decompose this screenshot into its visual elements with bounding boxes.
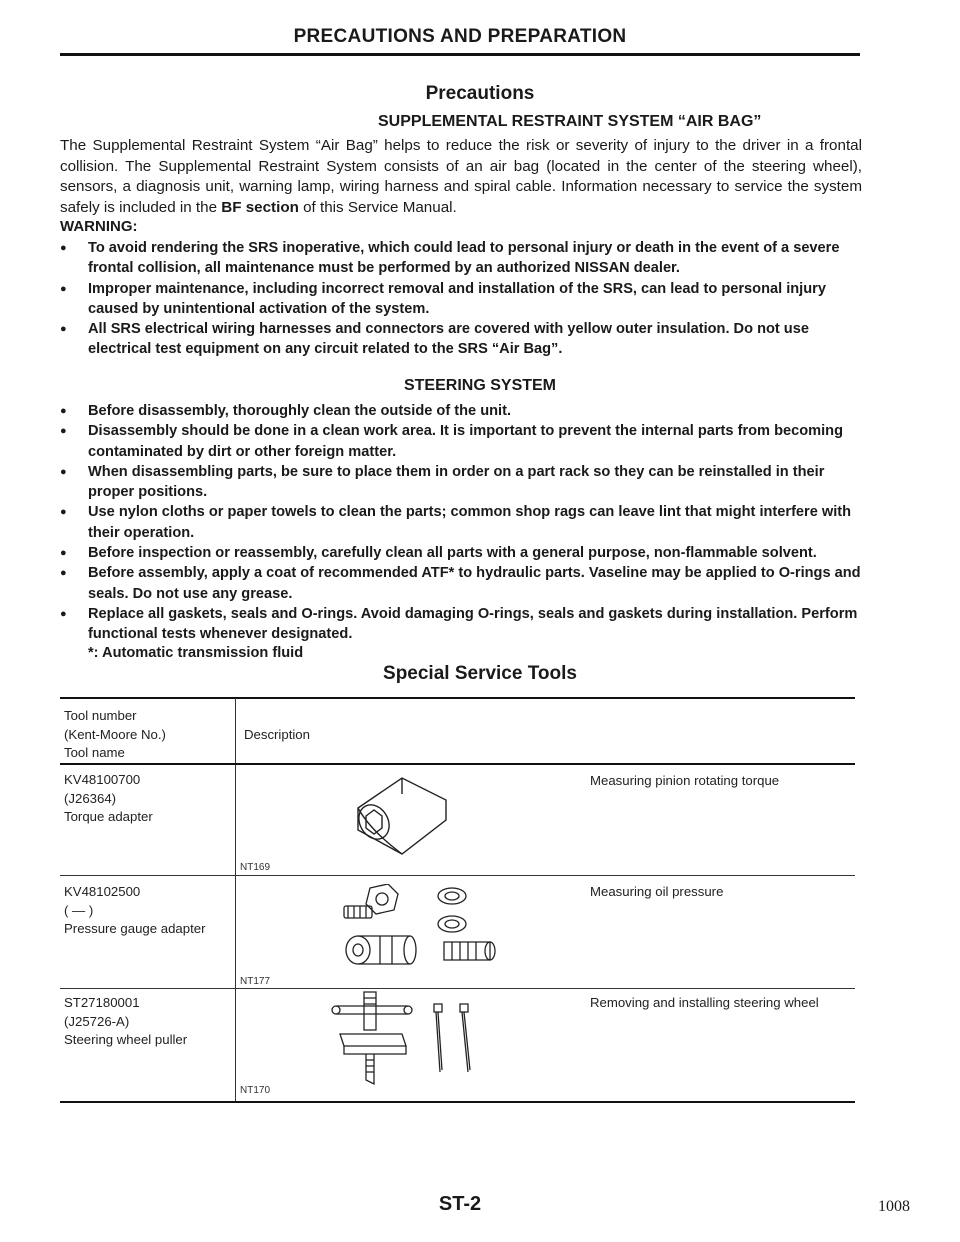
special-service-tools-title: Special Service Tools <box>383 663 577 684</box>
tool-number: ST27180001 <box>64 995 140 1010</box>
tool-name: Torque adapter <box>64 809 153 824</box>
warning-item: ● All SRS electrical wiring harnesses and connectors are covered with yellow outer insulation. Do not use electrical test equipment on any circuit related to the SRS “Air Bag”. <box>60 319 865 360</box>
atf-footnote: *: Automatic transmission fluid <box>88 645 304 661</box>
steering-item: ● Before assembly, apply a coat of recommended ATF* to hydraulic parts. Vaseline may be applied to O-rings and seals. Do not use any grease. <box>60 563 865 604</box>
header-tool-number: Tool number <box>64 708 137 723</box>
kent-moore-number: (J25726-A) <box>64 1013 130 1029</box>
tool-number: KV48100700 <box>64 772 141 787</box>
figure-code: NT177 <box>240 976 271 987</box>
header-kent-moore: (Kent-Moore No.) <box>64 726 166 742</box>
steering-item: ● Before disassembly, thoroughly clean the outside of the unit. <box>60 401 865 421</box>
tool-description: Removing and installing steering wheel <box>590 995 819 1010</box>
warning-label: WARNING: <box>60 218 138 235</box>
tool-description: Measuring pinion rotating torque <box>590 773 780 788</box>
tool-description: Measuring oil pressure <box>590 884 724 899</box>
kent-moore-number: (J26364) <box>64 790 117 806</box>
precautions-title: Precautions <box>425 83 535 104</box>
steering-item: ● When disassembling parts, be sure to place them in order on a part rack so they can be reinstalled in their proper positions. <box>60 462 865 503</box>
srs-title: SUPPLEMENTAL RESTRAINT SYSTEM “AIR BAG” <box>378 113 762 130</box>
srs-intro-paragraph <box>60 136 862 218</box>
page-section-code: ST-2 <box>438 1193 482 1215</box>
srs-intro-text-2: of this Service Manual. <box>298 198 457 216</box>
tool-name: Steering wheel puller <box>64 1032 188 1047</box>
tool-name: Pressure gauge adapter <box>64 921 206 936</box>
table-row-rule <box>60 875 855 876</box>
table-row <box>64 994 187 1050</box>
table-header-rule <box>60 763 855 765</box>
pressure-gauge-adapter-illustration <box>340 884 500 974</box>
table-header-tool-column <box>64 707 166 763</box>
steering-item: ● Replace all gaskets, seals and O-rings. Avoid damaging O-rings, seals and gaskets during installation. Perform functional tests whenever designated. <box>60 604 865 645</box>
table-column-divider <box>235 698 236 1101</box>
srs-intro-bf-section: BF section <box>221 198 299 216</box>
table-bottom-rule <box>60 1101 855 1103</box>
steering-precautions-list <box>60 401 865 645</box>
steering-item: ● Use nylon cloths or paper towels to clean the parts; common shop rags can leave lint that might interfere with their operation. <box>60 502 865 543</box>
warning-item: ● Improper maintenance, including incorrect removal and installation of the SRS, can lead to personal injury caused by unintentional activation of the system. <box>60 279 865 320</box>
figure-code: NT170 <box>240 1085 271 1096</box>
torque-adapter-illustration <box>340 770 460 862</box>
table-header-description: Description <box>244 727 310 742</box>
steering-system-title: STEERING SYSTEM <box>403 377 557 394</box>
header-rule <box>60 53 860 56</box>
kent-moore-number: ( — ) <box>64 902 94 918</box>
header-tool-name: Tool name <box>64 745 125 760</box>
table-row <box>64 771 153 827</box>
table-row-rule <box>60 988 855 989</box>
steering-wheel-puller-illustration <box>330 990 490 1086</box>
figure-code: NT169 <box>240 862 271 873</box>
warning-list <box>60 238 865 360</box>
page-header-title: PRECAUTIONS AND PREPARATION <box>293 26 627 47</box>
steering-item: ● Before inspection or reassembly, carefully clean all parts with a general purpose, non-flammable solvent. <box>60 543 865 563</box>
table-row <box>64 883 206 939</box>
warning-item: ● To avoid rendering the SRS inoperative, which could lead to personal injury or death in the event of a severe frontal collision, all maintenance must be performed by an authorized NISSAN dealer. <box>60 238 865 279</box>
tool-number: KV48102500 <box>64 884 141 899</box>
page-number: 1008 <box>878 1198 910 1215</box>
table-top-rule <box>60 697 855 699</box>
steering-item: ● Disassembly should be done in a clean work area. It is important to prevent the internal parts from becoming contaminated by dirt or other foreign matter. <box>60 421 865 462</box>
srs-intro-text-1: The Supplemental Restraint System “Air Bag” helps to reduce the risk or severity of injury to the driver in a frontal collision. The Supplemental Restraint System consists of an air bag (located in the center of the steering wheel), sensors, a diagnosis unit, warning lamp, wiring harness and spiral cable. Information necessary to service the system safely is included in the <box>60 137 862 216</box>
